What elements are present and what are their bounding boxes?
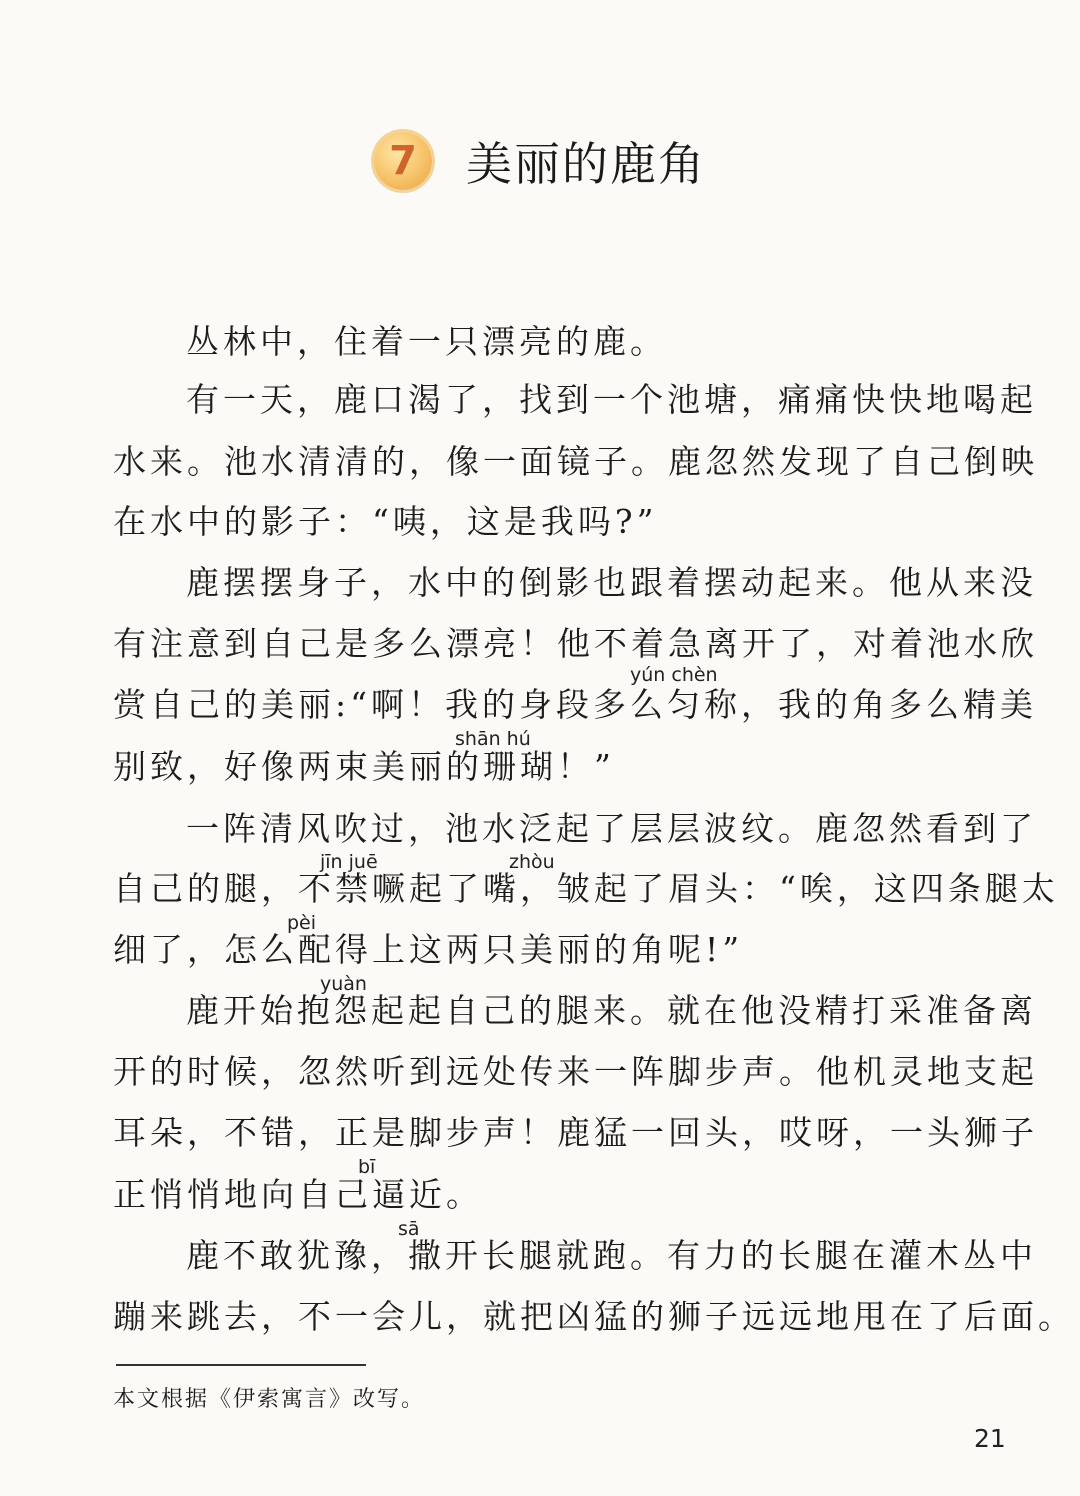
footnote-divider (116, 1364, 366, 1366)
pinyin-annotation: zhòu (509, 851, 555, 873)
page-number: 21 (974, 1424, 1006, 1453)
text-line: 有注意到自己是多么漂亮！他不着急离开了，对着池水欣 (113, 624, 1038, 663)
text-line: 鹿不敢犹豫，撒开长腿就跑。有力的长腿在灌木丛中 (186, 1236, 1037, 1275)
text-line: 蹦来跳去，不一会儿，就把凶猛的狮子远远地甩在了后面。 (113, 1297, 1075, 1336)
text-line: 一阵清风吹过，池水泛起了层层波纹。鹿忽然看到了 (186, 809, 1037, 848)
lesson-number-badge (374, 132, 432, 190)
lesson-title: 美丽的鹿角 (466, 137, 706, 191)
text-line: 开的时候，忽然听到远处传来一阵脚步声。他机灵地支起 (113, 1052, 1038, 1091)
text-line: 鹿开始抱怨起起自己的腿来。就在他没精打采准备离 (186, 991, 1037, 1030)
pinyin-annotation: sā (398, 1218, 420, 1240)
pinyin-annotation: pèi (287, 912, 317, 934)
pinyin-annotation: jīn juē (320, 851, 378, 873)
text-line: 丛林中，住着一只漂亮的鹿。 (186, 322, 667, 361)
text-line: 有一天，鹿口渴了，找到一个池塘，痛痛快快地喝起 (186, 380, 1037, 419)
text-line: 水来。池水清清的，像一面镜子。鹿忽然发现了自己倒映 (113, 442, 1038, 481)
pinyin-annotation: yuàn (320, 973, 367, 995)
text-line: 赏自己的美丽:“啊！我的身段多么匀称，我的角多么精美 (113, 685, 1037, 724)
text-line: 别致，好像两束美丽的珊瑚！” (113, 747, 615, 786)
text-line: 在水中的影子：“咦，这是我吗?” (113, 502, 658, 541)
lesson-number: 7 (389, 138, 417, 184)
footnote: 本文根据《伊索寓言》改写。 (113, 1387, 426, 1412)
lesson-header (0, 128, 1080, 194)
text-line: 自己的腿，不禁噘起了嘴，皱起了眉头：“唉，这四条腿太 (113, 869, 1059, 908)
pinyin-annotation: yún chèn (630, 664, 718, 686)
pinyin-annotation: bī (358, 1156, 376, 1178)
text-line: 细了，怎么配得上这两只美丽的角呢!” (113, 930, 744, 969)
text-line: 正悄悄地向自己逼近。 (113, 1175, 483, 1214)
text-line: 耳朵，不错，正是脚步声！鹿猛一回头，哎呀，一头狮子 (113, 1113, 1038, 1152)
text-line: 鹿摆摆身子，水中的倒影也跟着摆动起来。他从来没 (186, 563, 1037, 602)
pinyin-annotation: shān hú (455, 728, 531, 750)
